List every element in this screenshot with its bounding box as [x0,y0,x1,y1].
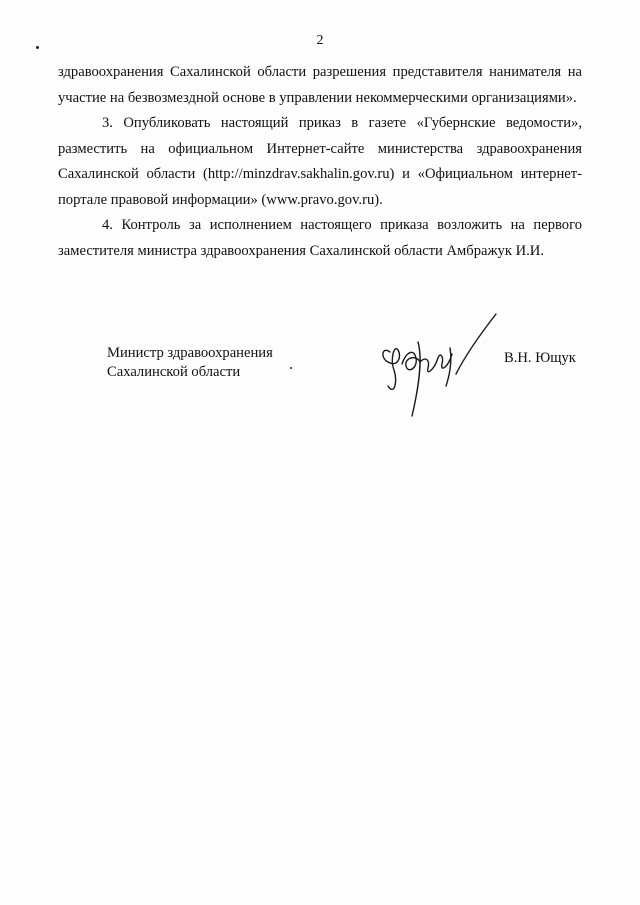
paragraph-item-3: 3. Опубликовать настоящий приказ в газете «Губернские ведомости», разместить на официальном Интернет-сайте министерства здравоохранения Сахалинской области (http://minzdrav.sakhalin.gov.ru) и «Официальном интернет-портале правовой информации» (www.pravo.gov.ru). [58,115,582,208]
scan-speck [36,46,39,49]
signature-block [0,340,640,450]
signer-title [107,344,273,382]
signer-title-line-2: Сахалинской области [107,364,241,380]
paragraph-continuation: здравоохранения Сахалинской области разрешения представителя нанимателя на участие на безвозмездной основе в управлении некоммерческими организациями». [58,64,582,106]
paragraph-item-4: 4. Контроль за исполнением настоящего приказа возложить на первого заместителя министра здравоохранения Сахалинской области Амбражук И.И. [58,217,582,259]
signer-title-line-1: Министр здравоохранения [107,345,273,361]
handwritten-signature [372,312,502,432]
scan-speck [290,367,292,369]
document-body [58,60,582,264]
signer-name: В.Н. Ющук [504,350,576,366]
page-number: 2 [316,33,324,48]
